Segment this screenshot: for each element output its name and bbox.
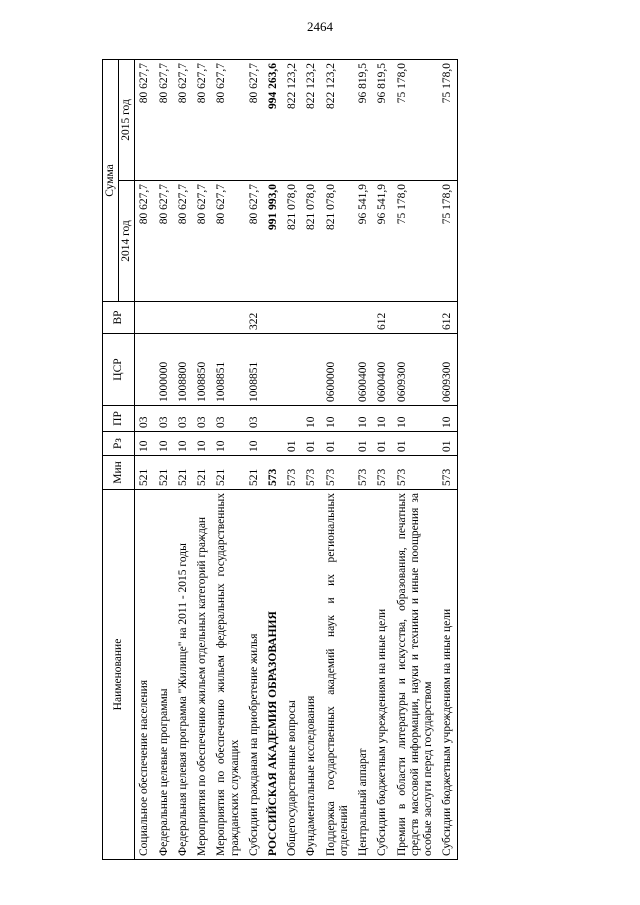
- header-vr: ВР: [103, 302, 135, 334]
- cell-2015: 80 627,7: [193, 59, 212, 180]
- cell-2014: 821 078,0: [283, 181, 302, 302]
- cell-min: 521: [155, 456, 174, 490]
- cell-2015: 80 627,7: [135, 59, 155, 180]
- cell-pr: [264, 406, 283, 432]
- cell-vr: [155, 302, 174, 334]
- cell-csr: [302, 334, 321, 406]
- table-row: [302, 59, 321, 859]
- header-rz: Рз: [103, 432, 135, 456]
- cell-vr: [212, 302, 244, 334]
- table-row: [245, 59, 264, 859]
- cell-pr: 10: [322, 406, 354, 432]
- cell-2014: 80 627,7: [212, 181, 244, 302]
- cell-vr: 322: [245, 302, 264, 334]
- cell-2015: 80 627,7: [155, 59, 174, 180]
- cell-pr: 03: [135, 406, 155, 432]
- cell-pr: 03: [193, 406, 212, 432]
- cell-min: 573: [438, 456, 458, 490]
- cell-name: Центральный аппарат: [354, 490, 373, 860]
- cell-min: 521: [212, 456, 244, 490]
- cell-2015: 80 627,7: [174, 59, 193, 180]
- cell-min: 573: [302, 456, 321, 490]
- table-row: [193, 59, 212, 859]
- cell-min: 573: [322, 456, 354, 490]
- cell-min: 573: [264, 456, 283, 490]
- cell-pr: 10: [354, 406, 373, 432]
- cell-csr: [264, 334, 283, 406]
- table-row: [373, 59, 392, 859]
- cell-csr: [135, 334, 155, 406]
- cell-vr: [393, 302, 439, 334]
- cell-name: Субсидии гражданам на приобретение жилья: [245, 490, 264, 860]
- cell-2014: 80 627,7: [193, 181, 212, 302]
- cell-csr: 1008800: [174, 334, 193, 406]
- cell-vr: 612: [438, 302, 458, 334]
- cell-rz: 10: [135, 432, 155, 456]
- cell-2015: 994 263,6: [264, 59, 283, 180]
- header-pr: ПР: [103, 406, 135, 432]
- cell-2015: 822 123,2: [302, 59, 321, 180]
- cell-vr: [354, 302, 373, 334]
- page-number-text: 2464: [307, 19, 333, 34]
- cell-vr: [174, 302, 193, 334]
- cell-vr: [193, 302, 212, 334]
- cell-2014: 75 178,0: [393, 181, 439, 302]
- cell-2014: 80 627,7: [155, 181, 174, 302]
- table-row: [393, 59, 439, 859]
- header-2015: 2015 год: [119, 59, 135, 180]
- cell-name: Федеральные целевые программы: [155, 490, 174, 860]
- cell-vr: [264, 302, 283, 334]
- table-row: [174, 59, 193, 859]
- cell-min: 521: [193, 456, 212, 490]
- cell-csr: 1008851: [212, 334, 244, 406]
- cell-2014: 80 627,7: [245, 181, 264, 302]
- cell-2015: 822 123,2: [322, 59, 354, 180]
- cell-pr: 10: [302, 406, 321, 432]
- cell-name: Премии в области литературы и искусства, образования, печатных средств массовой информации, науки и техники и иные поощрения за особые заслуги перед государством: [393, 490, 439, 860]
- cell-2014: 96 541,9: [354, 181, 373, 302]
- cell-pr: 03: [174, 406, 193, 432]
- cell-2014: 80 627,7: [135, 181, 155, 302]
- cell-csr: 0600400: [354, 334, 373, 406]
- cell-csr: 0600000: [322, 334, 354, 406]
- cell-pr: 10: [393, 406, 439, 432]
- cell-rz: 01: [438, 432, 458, 456]
- cell-rz: 10: [245, 432, 264, 456]
- budget-table: [102, 59, 458, 860]
- cell-pr: 03: [155, 406, 174, 432]
- table-row: [135, 59, 155, 859]
- cell-name: Мероприятия по обеспечению жильем отдельных категорий граждан: [193, 490, 212, 860]
- cell-min: 573: [393, 456, 439, 490]
- cell-min: 521: [135, 456, 155, 490]
- cell-2015: 822 123,2: [283, 59, 302, 180]
- cell-2015: 96 819,5: [373, 59, 392, 180]
- table-row: [283, 59, 302, 859]
- cell-pr: 10: [438, 406, 458, 432]
- cell-name: Федеральная целевая программа "Жилище" на 2011 - 2015 годы: [174, 490, 193, 860]
- cell-csr: 1008851: [245, 334, 264, 406]
- table-header: [103, 59, 135, 859]
- cell-pr: 10: [373, 406, 392, 432]
- cell-2015: 80 627,7: [245, 59, 264, 180]
- cell-csr: 0609300: [393, 334, 439, 406]
- cell-rz: 01: [373, 432, 392, 456]
- cell-csr: 1000000: [155, 334, 174, 406]
- cell-2014: 80 627,7: [174, 181, 193, 302]
- cell-rz: 01: [302, 432, 321, 456]
- cell-rz: 01: [322, 432, 354, 456]
- cell-rz: 10: [174, 432, 193, 456]
- cell-name: Субсидии бюджетным учреждениям на иные цели: [373, 490, 392, 860]
- cell-name: Фундаментальные исследования: [302, 490, 321, 860]
- cell-rz: [264, 432, 283, 456]
- cell-rz: 10: [193, 432, 212, 456]
- cell-name: Поддержка государственных академий наук и их региональных отделений: [322, 490, 354, 860]
- cell-name: РОССИЙСКАЯ АКАДЕМИЯ ОБРАЗОВАНИЯ: [264, 490, 283, 860]
- cell-2014: 96 541,9: [373, 181, 392, 302]
- cell-min: 521: [245, 456, 264, 490]
- cell-min: 521: [174, 456, 193, 490]
- header-csr: ЦСР: [103, 334, 135, 406]
- table-row: [264, 59, 283, 859]
- cell-name: Социальное обеспечение населения: [135, 490, 155, 860]
- cell-2014: 75 178,0: [438, 181, 458, 302]
- table-body: [135, 59, 458, 859]
- header-sum: Сумма: [103, 59, 119, 301]
- cell-csr: 1008850: [193, 334, 212, 406]
- cell-csr: 0609300: [438, 334, 458, 406]
- header-name: Наименование: [103, 490, 135, 860]
- cell-rz: 10: [212, 432, 244, 456]
- cell-rz: 10: [155, 432, 174, 456]
- cell-csr: 0600400: [373, 334, 392, 406]
- table-row: [438, 59, 458, 859]
- cell-name: Субсидии бюджетным учреждениям на иные цели: [438, 490, 458, 860]
- cell-2015: 96 819,5: [354, 59, 373, 180]
- cell-pr: [283, 406, 302, 432]
- cell-vr: [322, 302, 354, 334]
- cell-rz: 01: [393, 432, 439, 456]
- cell-2014: 991 993,0: [264, 181, 283, 302]
- cell-2015: 80 627,7: [212, 59, 244, 180]
- table-row: [322, 59, 354, 859]
- cell-2014: 821 078,0: [322, 181, 354, 302]
- cell-vr: [283, 302, 302, 334]
- cell-vr: [135, 302, 155, 334]
- page-number: [0, 0, 640, 34]
- table-row: [155, 59, 174, 859]
- cell-pr: 03: [212, 406, 244, 432]
- cell-vr: 612: [373, 302, 392, 334]
- cell-name: Мероприятия по обеспечению жильем федеральных государственных гражданских служащих: [212, 490, 244, 860]
- table-row: [354, 59, 373, 859]
- cell-csr: [283, 334, 302, 406]
- cell-min: 573: [373, 456, 392, 490]
- rotated-table-container: [102, 60, 612, 860]
- cell-name: Общегосударственные вопросы: [283, 490, 302, 860]
- cell-2014: 821 078,0: [302, 181, 321, 302]
- cell-vr: [302, 302, 321, 334]
- header-min: Мин: [103, 456, 135, 490]
- cell-min: 573: [283, 456, 302, 490]
- cell-rz: 01: [354, 432, 373, 456]
- cell-pr: 03: [245, 406, 264, 432]
- cell-min: 573: [354, 456, 373, 490]
- cell-2015: 75 178,0: [393, 59, 439, 180]
- cell-rz: 01: [283, 432, 302, 456]
- table-row: [212, 59, 244, 859]
- cell-2015: 75 178,0: [438, 59, 458, 180]
- header-2014: 2014 год: [119, 181, 135, 302]
